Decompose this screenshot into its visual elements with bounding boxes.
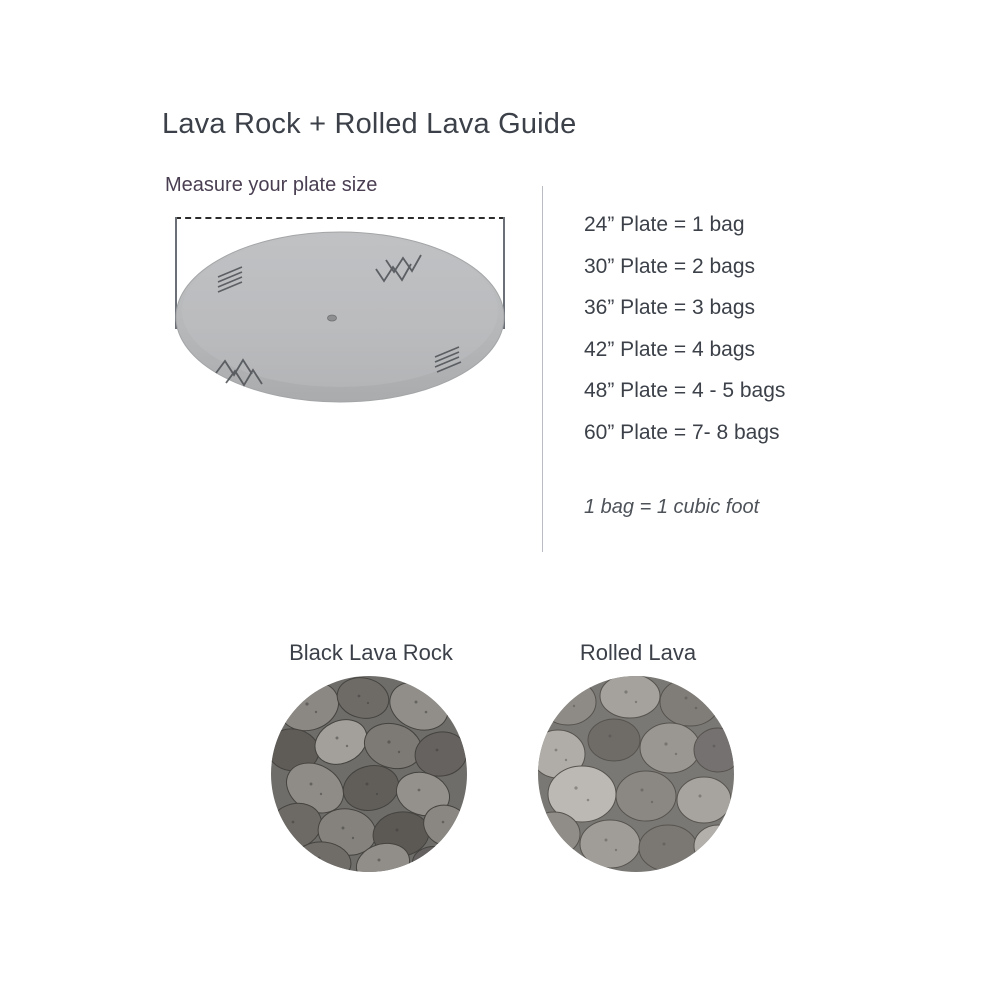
sample-image-black-lava-rock — [271, 676, 467, 872]
bag-row: 42” Plate = 4 bags — [584, 337, 756, 361]
bag-row: 24” Plate = 1 bag — [584, 213, 745, 236]
plate-diagram — [150, 205, 530, 435]
sample-caption-black-lava-rock: Black Lava Rock — [289, 640, 453, 665]
sample-caption-rolled-lava: Rolled Lava — [579, 640, 697, 665]
bag-row: 36” Plate = 3 bags — [584, 296, 756, 319]
bag-quantity-list — [584, 204, 944, 453]
bag-volume-note: 1 bag = 1 cubic foot — [584, 496, 760, 518]
column-divider — [542, 186, 543, 552]
bag-row: 60” Plate = 7- 8 bags — [584, 420, 780, 444]
burner-plate-illustration — [150, 205, 530, 435]
page-title: Lava Rock + Rolled Lava Guide — [162, 108, 577, 140]
measure-plate-size-label: Measure your plate size — [165, 174, 378, 196]
sample-image-rolled-lava — [538, 676, 734, 872]
bag-row: 30” Plate = 2 bags — [584, 254, 756, 278]
bag-row: 48” Plate = 4 - 5 bags — [584, 379, 786, 402]
